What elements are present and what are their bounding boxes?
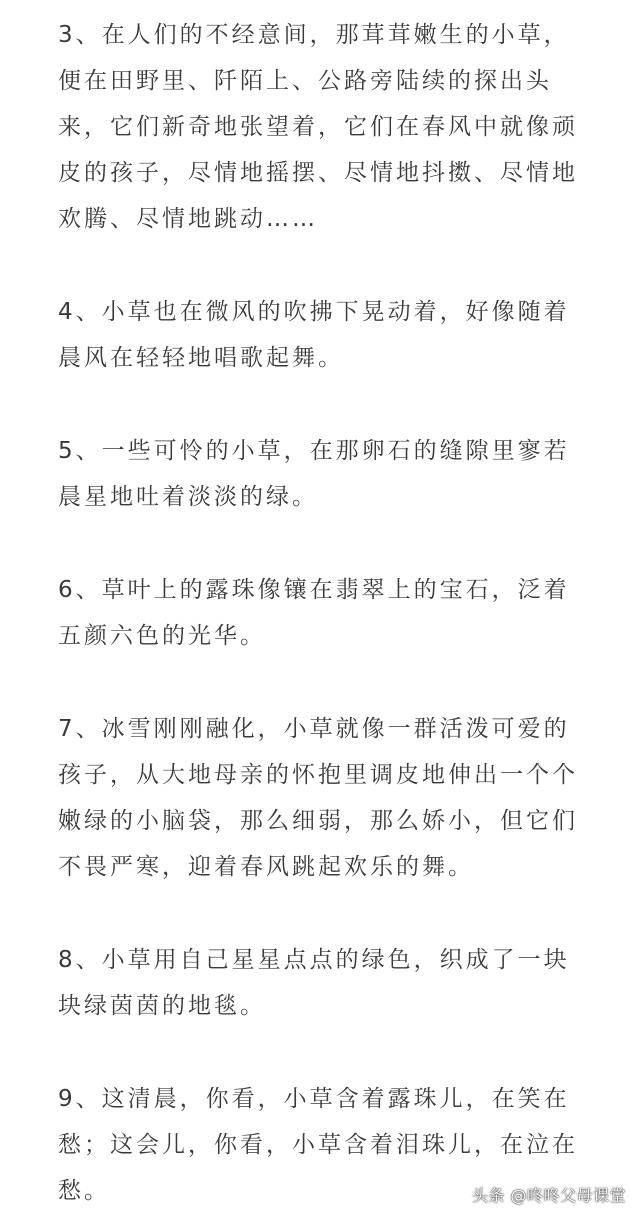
watermark: 头条 @咚咚父母课堂: [471, 1186, 626, 1205]
paragraph-7: 7、冰雪刚刚融化，小草就像一群活泼可爱的孩子，从大地母亲的怀抱里调皮地伸出一个个嫩绿的小脑袋，那么细弱，那么娇小，但它们不畏严寒，迎着春风跳起欢乐的舞。: [58, 716, 578, 880]
paragraph-9: 9、这清晨，你看，小草含着露珠儿，在笑在愁；这会儿，你看，小草含着泪珠儿，在泣在愁。: [58, 1086, 578, 1204]
paragraph-3: 3、在人们的不经意间，那茸茸嫩生的小草，便在田野里、阡陌上、公路旁陆续的探出头来，它们新奇地张望着，它们在春风中就像顽皮的孩子，尽情地摇摆、尽情地抖擞、尽情地欢腾、尽情地跳动……: [58, 22, 578, 232]
paragraph-8: 8、小草用自己星星点点的绿色，织成了一块块绿茵茵的地毯。: [58, 947, 570, 1019]
paragraph-6: 6、草叶上的露珠像镶在翡翠上的宝石，泛着五颜六色的光华。: [58, 577, 570, 649]
paragraph-4: 4、小草也在微风的吹拂下晃动着，好像随着晨风在轻轻地唱歌起舞。: [58, 299, 570, 371]
paragraph-5: 5、一些可怜的小草，在那卵石的缝隙里寥若晨星地吐着淡淡的绿。: [58, 438, 570, 510]
